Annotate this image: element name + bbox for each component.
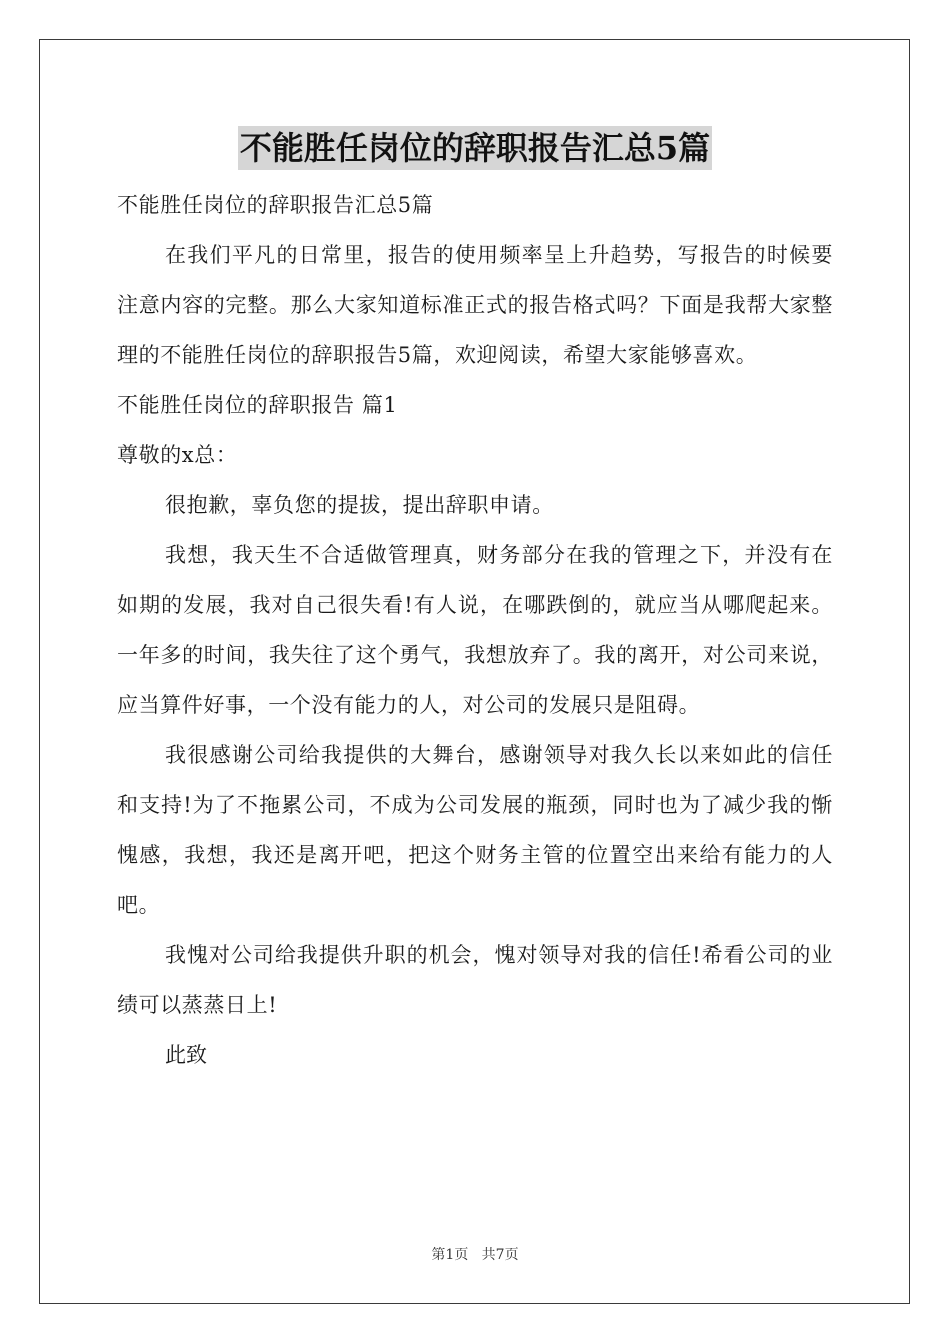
- body-paragraph: 很抱歉，辜负您的提拔，提出辞职申请。: [165, 493, 554, 517]
- page-number-footer: 第1页 共7页: [431, 1247, 519, 1263]
- document-title: 不能胜任岗位的辞职报告汇总5篇: [238, 126, 712, 170]
- section-heading: 不能胜任岗位的辞职报告 篇1: [117, 393, 398, 417]
- closing-salutation: 此致: [165, 1043, 207, 1067]
- salutation: 尊敬的x总：: [117, 443, 238, 467]
- document-body: [117, 180, 833, 1080]
- document-subtitle: 不能胜任岗位的辞职报告汇总5篇: [117, 193, 434, 217]
- title-container: [0, 126, 950, 170]
- body-paragraph: 我愧对公司给我提供升职的机会，愧对领导对我的信任!希看公司的业绩可以蒸蒸日上!: [117, 943, 833, 1017]
- intro-paragraph: 在我们平凡的日常里，报告的使用频率呈上升趋势，写报告的时候要注意内容的完整。那么大家知道标准正式的报告格式吗？下面是我帮大家整理的不能胜任岗位的辞职报告5篇，欢迎阅读，希望大家能够喜欢。: [117, 243, 833, 367]
- body-paragraph: 我想，我天生不合适做管理真，财务部分在我的管理之下，并没有在如期的发展，我对自己很失看!有人说，在哪跌倒的，就应当从哪爬起来。一年多的时间，我失往了这个勇气，我想放弃了。我的离开，对公司来说，应当算件好事，一个没有能力的人，对公司的发展只是阻碍。: [117, 543, 833, 717]
- body-paragraph: 我很感谢公司给我提供的大舞台，感谢领导对我久长以来如此的信任和支持!为了不拖累公司，不成为公司发展的瓶颈，同时也为了减少我的惭愧感，我想，我还是离开吧，把这个财务主管的位置空出来给有能力的人吧。: [117, 743, 833, 917]
